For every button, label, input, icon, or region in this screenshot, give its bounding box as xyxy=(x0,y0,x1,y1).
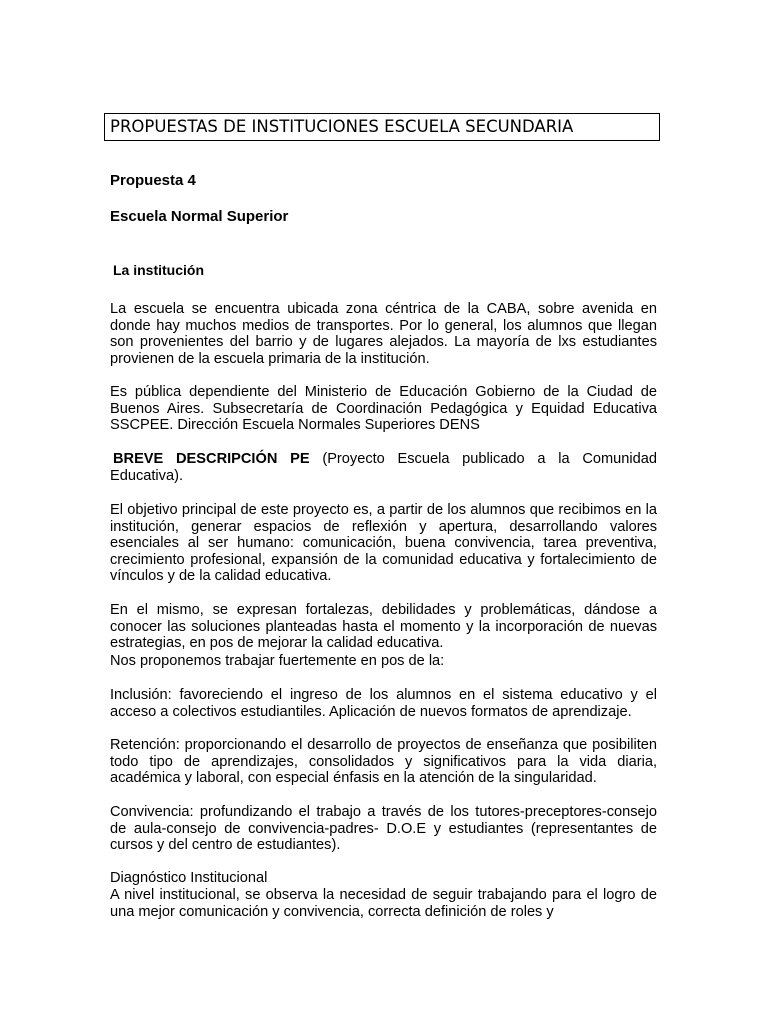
diagnosis-heading: Diagnóstico Institucional xyxy=(110,870,268,886)
paragraph-location: La escuela se encuentra ubicada zona céntrica de la CABA, sobre avenida en donde hay muchos medios de transportes. Por lo general, los alumnos que llegan son provenientes del barrio y de lugares alejados. La mayoría de lxs estudiantes provienen de la escuela primaria de la institución. xyxy=(110,301,657,367)
paragraph-strengths: En el mismo, se expresan fortalezas, debilidades y problemáticas, dándose a conocer las soluciones planteadas hasta el momento y la incorporación de nuevas estrategias, en pos de mejorar la calidad educativa. xyxy=(110,602,657,652)
brief-description-label: BREVE DESCRIPCIÓN PE xyxy=(113,451,310,467)
paragraph-brief-description xyxy=(110,451,657,484)
school-name: Escuela Normal Superior xyxy=(110,208,289,225)
section-heading-institution: La institución xyxy=(113,262,204,278)
paragraph-public: Es pública dependiente del Ministerio de Educación Gobierno de la Ciudad de Buenos Aires. Subsecretaría de Coordinación Pedagógica y Equidad Educativa SSCPEE. Dirección Escuela Normales Superiores DENS xyxy=(110,384,657,434)
paragraph-coexistence: Convivencia: profundizando el trabajo a través de los tutores-preceptores-consejo de aula-consejo de convivencia-padres- D.O.E y estudiantes (representantes de cursos y del centro de estudiantes). xyxy=(110,804,657,854)
document-title: PROPUESTAS DE INSTITUCIONES ESCUELA SECUNDARIA xyxy=(104,113,660,141)
paragraph-inclusion: Inclusión: favoreciendo el ingreso de los alumnos en el sistema educativo y el acceso a colectivos estudiantiles. Aplicación de nuevos formatos de aprendizaje. xyxy=(110,687,657,720)
paragraph-diagnosis: A nivel institucional, se observa la necesidad de seguir trabajando para el logro de una mejor comunicación y convivencia, correcta definición de roles y xyxy=(110,887,657,920)
paragraph-propose: Nos proponemos trabajar fuertemente en pos de la: xyxy=(110,653,445,669)
brief-description-text: (Proyecto Escuela publicado a la Comunidad Educativa). xyxy=(110,451,657,484)
paragraph-objective: El objetivo principal de este proyecto es, a partir de los alumnos que recibimos en la institución, generar espacios de reflexión y apertura, desarrollando valores esenciales al ser humano: comunicación, buena convivencia, tarea preventiva, crecimiento profesional, expansión de la comunidad educativa y fortalecimiento de vínculos y de la calidad educativa. xyxy=(110,502,657,585)
paragraph-retention: Retención: proporcionando el desarrollo de proyectos de enseñanza que posibiliten todo tipo de aprendizajes, consolidados y significativos para la vida diaria, académica y laboral, con especial énfasis en la atención de la singularidad. xyxy=(110,737,657,787)
proposal-number: Propuesta 4 xyxy=(110,172,196,189)
